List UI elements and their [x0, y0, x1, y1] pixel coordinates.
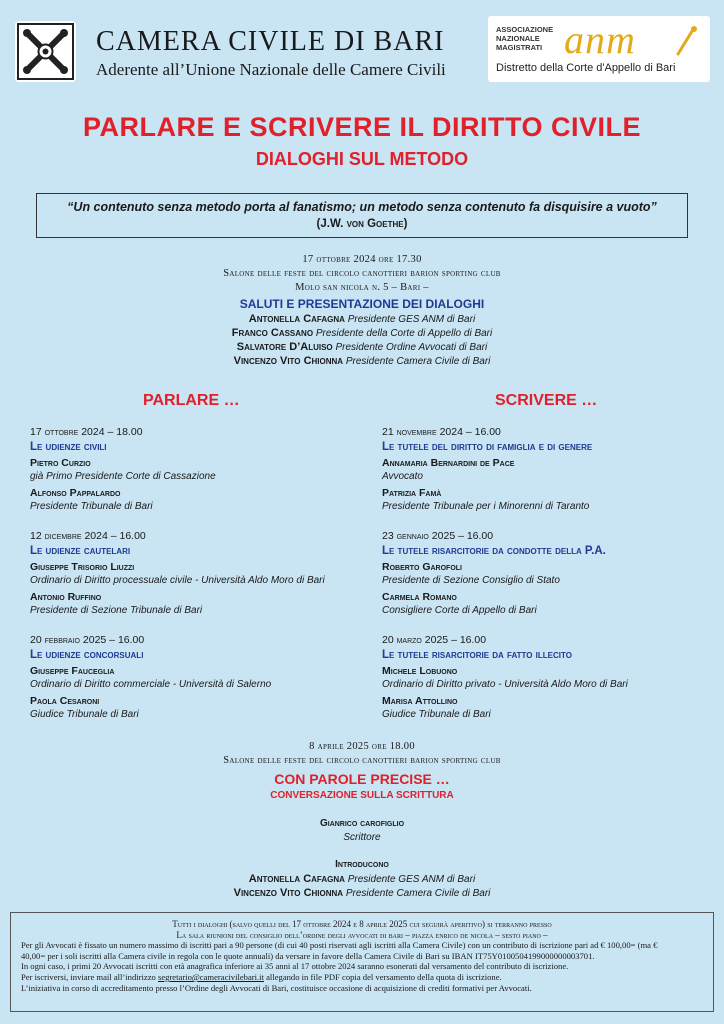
- event-date: 21 novembre 2024 – 16.00: [382, 426, 501, 438]
- organization-title: CAMERA CIVILE DI BARI: [96, 26, 445, 57]
- page-subtitle: DIALOGHI SUL METODO: [255, 149, 469, 169]
- speaker-role: Presidente Ordine Avvocati di Bari: [335, 342, 488, 353]
- speaker-name: Roberto Garofoli: [382, 561, 462, 573]
- speaker-role: Presidente Tribunale per i Minorenni di Taranto: [382, 501, 590, 512]
- anm-scales-icon: [674, 24, 700, 58]
- speaker-role: Presidente Camera Civile di Bari: [345, 356, 491, 367]
- footer-line: Per gli Avvocati è fissato un numero massimo di iscritti pari a 90 persone (di cui 40 posti riservati agli iscritti alla Camera Civile) con un contributo di iscrizione pari ad € 100,00= (ma €: [21, 940, 658, 951]
- anm-assoc-line: NAZIONALE: [496, 34, 540, 43]
- footer-text: allegando in file PDF copia del versamento della quota di iscrizione.: [263, 971, 502, 982]
- event-block: [382, 633, 702, 724]
- event-block: [30, 425, 350, 516]
- speaker-role: Presidente della Corte di Appello di Bari: [315, 328, 493, 339]
- speaker-name: Alfonso Pappalardo: [30, 487, 121, 499]
- opening-venue: Salone delle feste del circolo canottieri barion sporting club: [223, 268, 501, 279]
- speaker-role: Ordinario di Diritto processuale civile - Università Aldo Moro di Bari: [30, 575, 325, 586]
- speaker-role: Giudice Tribunale di Bari: [382, 709, 491, 720]
- camera-civile-emblem-icon: [15, 21, 76, 82]
- event-block: [382, 529, 702, 620]
- closing-date: 8 aprile 2025 ore 18.00: [309, 741, 415, 752]
- event-title: Le udienze civili: [30, 441, 107, 453]
- speaker-role: Giudice Tribunale di Bari: [30, 709, 139, 720]
- speaker-name: Annamaria Bernardini de Pace: [382, 457, 515, 469]
- page-title: PARLARE E SCRIVERE IL DIRITTO CIVILE: [82, 112, 642, 142]
- speaker-role: Presidente di Sezione Consiglio di Stato: [382, 575, 560, 586]
- speaker-name: Paola Cesaroni: [30, 695, 100, 707]
- anm-assoc-line: ASSOCIAZIONE: [496, 25, 554, 34]
- anm-logo-box: [488, 16, 710, 82]
- speaker-name: Antonella Cafagna: [248, 873, 345, 885]
- quote-author: (J.W. von Goethe): [316, 218, 408, 230]
- footer-line: In ogni caso, i primi 20 Avvocati iscritti con età anagrafica inferiore ai 35 anni al 17 ottobre 2024 saranno esonerati dal versamento del contributo di iscrizione.: [21, 961, 569, 972]
- opening-address: Molo san nicola n. 5 – Bari –: [295, 282, 429, 293]
- speaker-role: già Primo Presidente Corte di Cassazione: [30, 471, 216, 482]
- opening-date: 17 ottobre 2024 ore 17.30: [302, 254, 422, 265]
- organization-subtitle: Aderente all’Unione Nazionale delle Camere Civili: [96, 60, 446, 79]
- speaker-name: Franco Cassano: [231, 327, 314, 339]
- intro-speaker: [0, 887, 724, 899]
- guest-role: Scrittore: [343, 832, 381, 843]
- speaker-role: Ordinario di Diritto privato - Università Aldo Moro di Bari: [382, 679, 628, 690]
- anm-logo-word: anm: [564, 17, 636, 62]
- event-date: 23 gennaio 2025 – 16.00: [382, 530, 494, 542]
- speaker-role: Ordinario di Diritto commerciale - Università di Salerno: [30, 679, 272, 690]
- footer-info-box: [10, 912, 714, 1012]
- event-title: Le udienze cautelari: [30, 545, 131, 557]
- anm-association-label: [496, 25, 566, 52]
- event-date: 17 ottobre 2024 – 18.00: [30, 426, 143, 438]
- speaker-name: Antonio Ruffino: [30, 591, 102, 603]
- event-block: [30, 529, 350, 620]
- opening-speaker: [0, 341, 724, 353]
- speaker-name: Carmela Romano: [382, 591, 457, 603]
- email-link[interactable]: segretario@cameracivilebari.it: [157, 971, 264, 982]
- quote-box: [36, 193, 688, 238]
- event-title: Le tutele risarcitorie da fatto illecito: [382, 649, 572, 661]
- event-date: 20 febbraio 2025 – 16.00: [30, 634, 145, 646]
- opening-speaker: [0, 327, 724, 339]
- speaker-role: Avvocato: [382, 471, 423, 482]
- closing-title: CON PAROLE PRECISE …: [274, 771, 450, 787]
- footer-line: L’iniziativa in corso di accreditamento presso l’Ordine degli Avvocati di Bari, costituisce occasione di acquisizione di crediti formativi per Avvocati.: [21, 982, 532, 993]
- guest-name: Gianrico carofiglio: [319, 818, 405, 829]
- event-date: 20 marzo 2025 – 16.00: [382, 634, 487, 646]
- footer-line: [21, 972, 703, 983]
- intro-speaker: [0, 873, 724, 885]
- speaker-role: Presidente di Sezione Tribunale di Bari: [30, 605, 203, 616]
- speaker-name: Michele Lobuono: [382, 665, 458, 677]
- speaker-name: Marisa Attollino: [382, 695, 458, 707]
- footer-line: 40,00= per i soli iscritti alla Camera civile in regola con le quote annuali) da versare in favore della Camera Civile di Bari su IBAN IT75Y0100504199000000003701.: [21, 950, 595, 961]
- event-title: Le tutele del diritto di famiglia e di genere: [382, 441, 593, 453]
- footer-line: Tutti i dialoghi (salvo quelli del 17 ottobre 2024 e 8 aprile 2025 cui seguirà aperitivo) si terranno presso: [172, 919, 552, 929]
- event-title: Le tutele risarcitorie da condotte della P.A.: [382, 545, 606, 557]
- event-title: Le udienze concorsuali: [30, 649, 144, 661]
- event-block: [382, 425, 702, 516]
- opening-speaker: [0, 313, 724, 325]
- camera-civile-logo: [15, 21, 76, 82]
- quote-text: “Un contenuto senza metodo porta al fanatismo; un metodo senza contenuto fa disquisire a vuoto”: [67, 200, 657, 214]
- speaker-name: Salvatore D’Aluiso: [236, 341, 333, 353]
- speaker-role: Consigliere Corte di Appello di Bari: [382, 605, 537, 616]
- speaker-role: Presidente Camera Civile di Bari: [345, 888, 491, 899]
- speaker-name: Vincenzo Vito Chionna: [233, 355, 344, 367]
- intro-label: Introducono: [335, 859, 389, 870]
- event-date: 12 dicembre 2024 – 16.00: [30, 530, 146, 542]
- anm-assoc-line: MAGISTRATI: [496, 43, 543, 52]
- opening-speaker: [0, 355, 724, 367]
- speaker-name: Antonella Cafagna: [248, 313, 345, 325]
- speaker-name: Giuseppe Trisorio Liuzzi: [30, 561, 135, 573]
- speaker-role: Presidente Tribunale di Bari: [30, 501, 153, 512]
- speaker-role: Presidente GES ANM di Bari: [347, 874, 476, 885]
- event-block: [30, 633, 350, 724]
- speaker-name: Giuseppe Fauceglia: [30, 665, 115, 677]
- closing-subtitle: CONVERSAZIONE SULLA SCRITTURA: [270, 790, 454, 801]
- anm-district-label: Distretto della Corte d'Appello di Bari: [496, 62, 676, 74]
- footer-text: Per iscriversi, inviare mail all’indirizzo: [21, 971, 158, 982]
- speaker-name: Pietro Curzio: [30, 457, 91, 469]
- speaker-name: Patrizia Famà: [382, 487, 442, 499]
- footer-line: La sala riunioni del consiglio dell’ordine degli avvocati di bari – piazza enrico de nicola – sesto piano –: [176, 929, 548, 940]
- column-heading-scrivere: SCRIVERE …: [495, 392, 598, 409]
- speaker-role: Presidente GES ANM di Bari: [347, 314, 476, 325]
- speaker-name: Vincenzo Vito Chionna: [233, 887, 344, 899]
- closing-venue: Salone delle feste del circolo canottieri barion sporting club: [223, 755, 501, 766]
- opening-heading: SALUTI E PRESENTAZIONE DEI DIALOGHI: [239, 297, 485, 311]
- column-heading-parlare: PARLARE …: [143, 392, 240, 409]
